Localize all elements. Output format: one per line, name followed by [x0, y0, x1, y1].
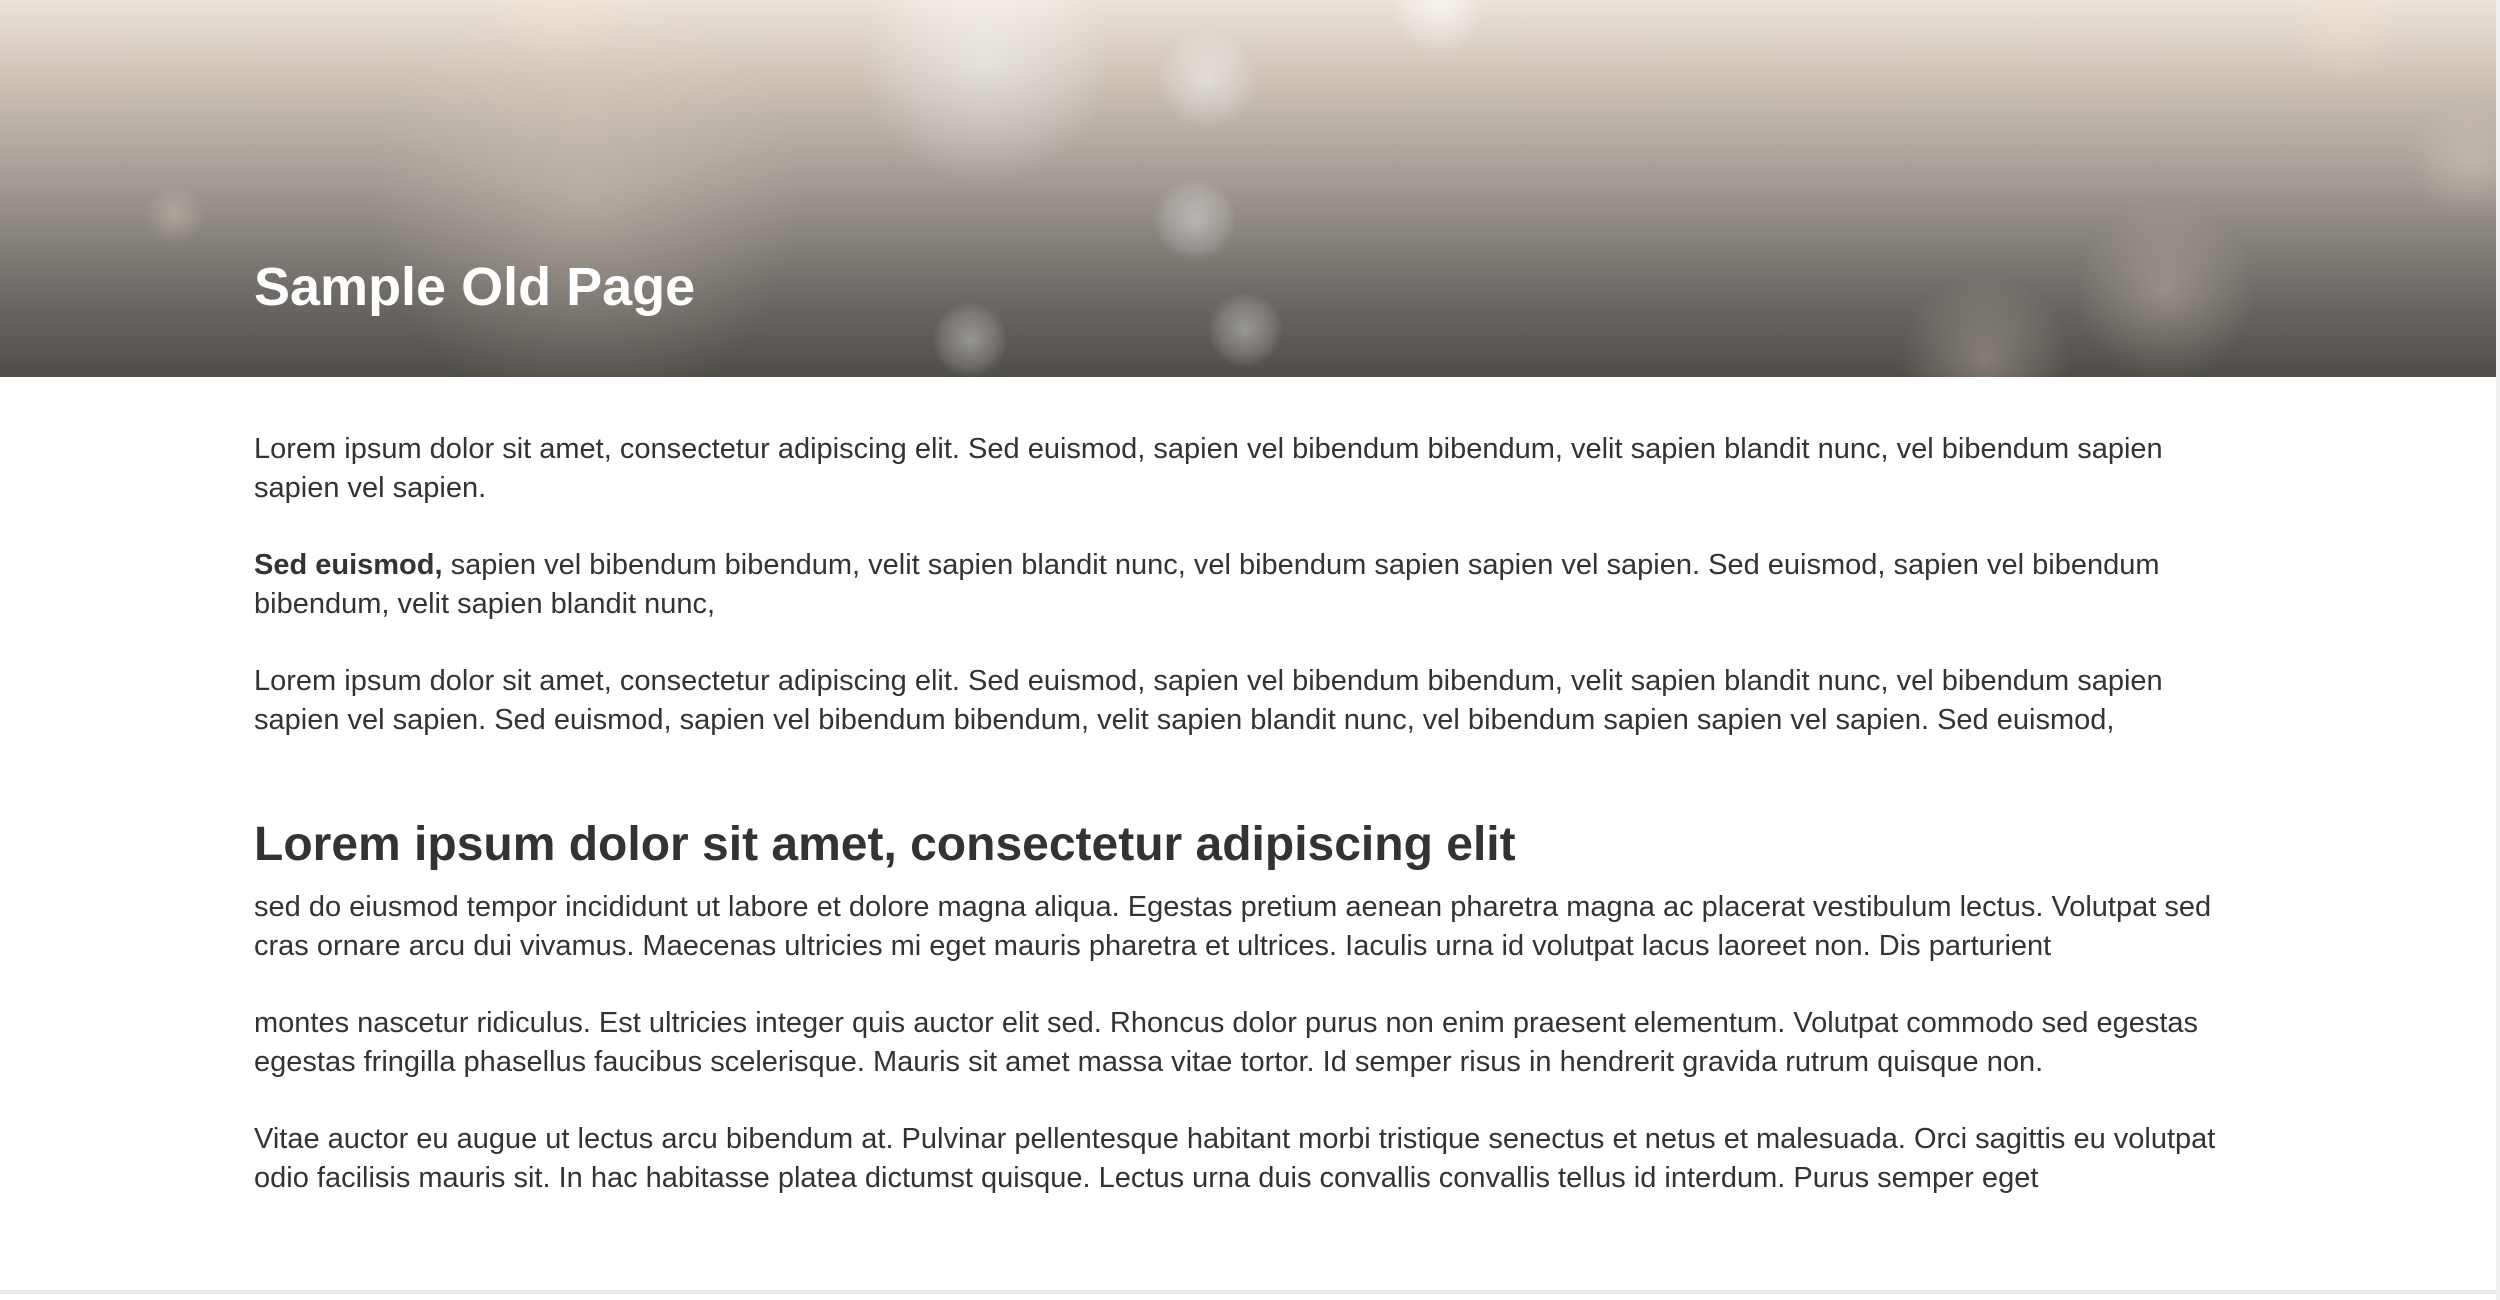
paragraph-6: Vitae auctor eu augue ut lectus arcu bibendum at. Pulvinar pellentesque habitant morbi tristique senectus et netus et malesuada. Orci sagittis eu volutpat odio facilisis mauris sit. In hac habitasse platea dictumst quisque. Lectus urna duis convallis convallis tellus id interdum. Purus semper eget	[254, 1122, 2216, 1194]
section-heading: Lorem ipsum dolor sit amet, consectetur adipiscing elit	[254, 818, 1516, 871]
page-content	[254, 430, 2254, 1236]
paragraph-4: sed do eiusmod tempor incididunt ut labore et dolore magna aliqua. Egestas pretium aenean pharetra magna ac placerat vestibulum lectus. Volutpat sed cras ornare arcu dui vivamus. Maecenas ultricies mi eget mauris pharetra et ultrices. Iaculis urna id volutpat lacus laoreet non. Dis parturient	[254, 890, 2212, 962]
paragraph-5: montes nascetur ridiculus. Est ultricies integer quis auctor elit sed. Rhoncus dolor purus non enim praesent elementum. Volutpat commodo sed egestas egestas fringilla phasellus faucibus scelerisque. Mauris sit amet massa vitae tortor. Id semper risus in hendrerit gravida rutrum quisque non.	[254, 1006, 2199, 1078]
paragraph-2-bold: Sed euismod,	[254, 549, 443, 581]
scrollbar-track[interactable]	[2496, 0, 2500, 1300]
paragraph-3: Lorem ipsum dolor sit amet, consectetur adipiscing elit. Sed euismod, sapien vel bibendum bibendum, velit sapien blandit nunc, vel bibendum sapien sapien vel sapien. Sed euismod, sapien vel bibendum bibendum, velit sapien blandit nunc, vel bibendum sapien sapien vel sapien. Sed euismod,	[254, 665, 2163, 736]
footer-divider	[0, 1290, 2496, 1294]
paragraph-2	[254, 546, 2254, 624]
hero-bokeh-background	[0, 0, 2496, 377]
paragraph-1: Lorem ipsum dolor sit amet, consectetur adipiscing elit. Sed euismod, sapien vel bibendum bibendum, velit sapien blandit nunc, vel bibendum sapien sapien vel sapien.	[254, 433, 2163, 504]
paragraph-2-text: sapien vel bibendum bibendum, velit sapien blandit nunc, vel bibendum sapien sapien vel sapien. Sed euismod, sapien vel bibendum bibendum, velit sapien blandit nunc,	[254, 549, 2160, 620]
page-title: Sample Old Page	[254, 257, 696, 317]
hero-banner	[0, 0, 2496, 377]
